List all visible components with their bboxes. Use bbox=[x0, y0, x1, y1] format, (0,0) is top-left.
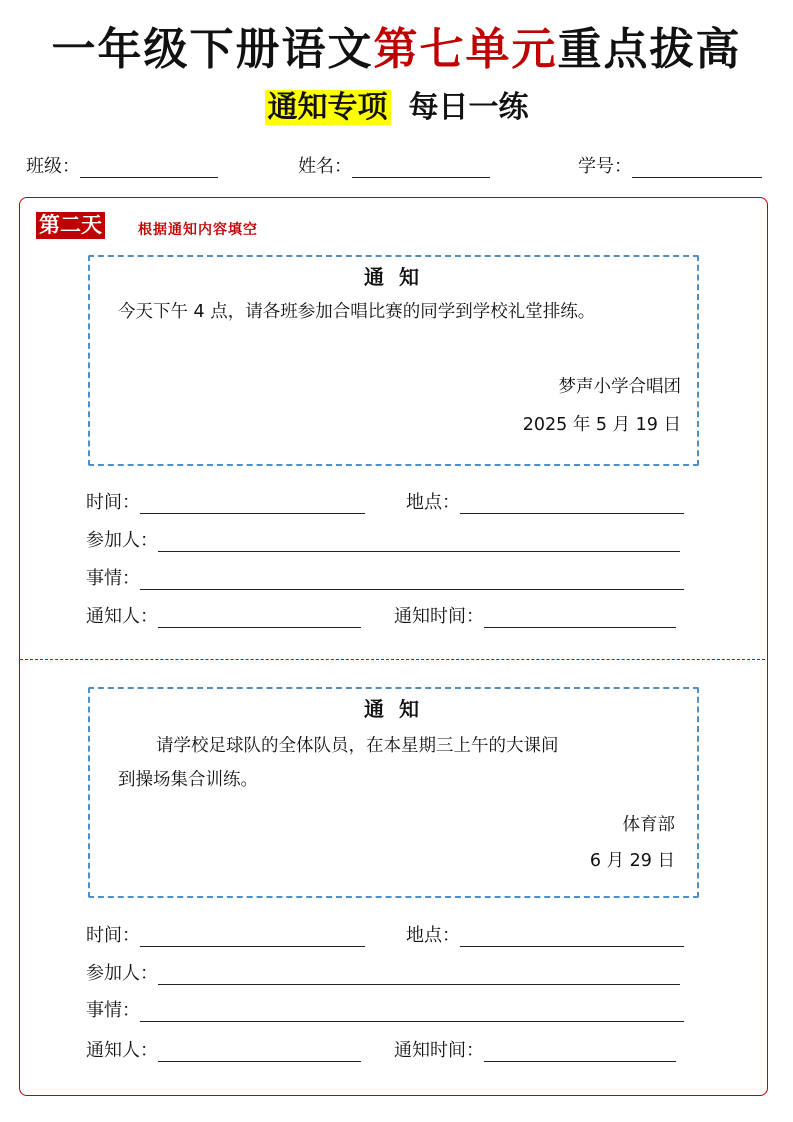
time-blank[interactable] bbox=[140, 493, 365, 514]
title-grade: 一年级下册语文 bbox=[51, 24, 374, 75]
class-field bbox=[26, 152, 218, 178]
participants-label: 参加人： bbox=[86, 963, 158, 984]
notice-time-label: 通知时间： bbox=[394, 1040, 484, 1061]
participants-label: 参加人： bbox=[86, 530, 158, 551]
field-row-participants bbox=[86, 959, 694, 985]
notice-body-line2: 到操场集合训练。 bbox=[118, 770, 258, 790]
page-title bbox=[0, 22, 793, 78]
notice-body-line1: 今天下午 4 点，请各班参加合唱比赛的同学到学校礼堂排练。 bbox=[118, 302, 596, 322]
instruction-text: 根据通知内容填空 bbox=[138, 222, 258, 238]
time-label: 时间： bbox=[86, 925, 140, 946]
notice-signer: 梦声小学合唱团 bbox=[558, 377, 681, 397]
field-row-matter bbox=[86, 996, 694, 1022]
notice-time-blank[interactable] bbox=[484, 1041, 676, 1062]
notice-title: 通 知 bbox=[364, 265, 423, 289]
notice-signer: 体育部 bbox=[622, 815, 675, 835]
page-subtitle bbox=[0, 88, 793, 128]
name-blank[interactable] bbox=[352, 157, 490, 178]
notifier-blank[interactable] bbox=[158, 607, 361, 628]
name-label: 姓名： bbox=[298, 156, 352, 177]
number-field bbox=[578, 152, 762, 178]
place-blank[interactable] bbox=[460, 926, 684, 947]
field-row-time-place bbox=[86, 488, 694, 514]
matter-label: 事情： bbox=[86, 568, 140, 589]
notice-box-1 bbox=[88, 255, 699, 466]
section-divider bbox=[20, 659, 765, 660]
notifier-blank[interactable] bbox=[158, 1041, 361, 1062]
class-blank[interactable] bbox=[80, 157, 218, 178]
field-row-notifier bbox=[86, 602, 694, 628]
field-row-participants bbox=[86, 526, 694, 552]
subtitle-highlight: 通知专项 bbox=[265, 90, 391, 125]
student-info-row bbox=[26, 152, 771, 182]
name-field bbox=[298, 152, 490, 178]
field-row-matter bbox=[86, 564, 694, 590]
time-label: 时间： bbox=[86, 492, 140, 513]
matter-blank[interactable] bbox=[140, 569, 684, 590]
field-row-time-place bbox=[86, 921, 694, 947]
place-blank[interactable] bbox=[460, 493, 684, 514]
notice-body-line1: 请学校足球队的全体队员，在本星期三上午的大课间 bbox=[156, 736, 559, 756]
notifier-label: 通知人： bbox=[86, 1040, 158, 1061]
number-label: 学号： bbox=[578, 156, 632, 177]
field-row-notifier bbox=[86, 1036, 694, 1062]
day-badge: 第二天 bbox=[36, 212, 105, 239]
matter-label: 事情： bbox=[86, 1000, 140, 1021]
notice-date: 6 月 29 日 bbox=[589, 851, 675, 871]
notice-time-blank[interactable] bbox=[484, 607, 676, 628]
notice-time-label: 通知时间： bbox=[394, 606, 484, 627]
notice-date: 2025 年 5 月 19 日 bbox=[522, 415, 681, 435]
matter-blank[interactable] bbox=[140, 1001, 684, 1022]
place-label: 地点： bbox=[406, 492, 460, 513]
place-label: 地点： bbox=[406, 925, 460, 946]
time-blank[interactable] bbox=[140, 926, 365, 947]
subtitle-daily: 每日一练 bbox=[408, 90, 529, 125]
participants-blank[interactable] bbox=[158, 964, 680, 985]
notifier-label: 通知人： bbox=[86, 606, 158, 627]
number-blank[interactable] bbox=[632, 157, 762, 178]
participants-blank[interactable] bbox=[158, 531, 680, 552]
class-label: 班级： bbox=[26, 156, 80, 177]
notice-title: 通 知 bbox=[364, 697, 423, 721]
notice-box-2 bbox=[88, 687, 699, 898]
title-focus: 重点拔高 bbox=[557, 24, 742, 75]
title-unit: 第七单元 bbox=[373, 24, 558, 75]
